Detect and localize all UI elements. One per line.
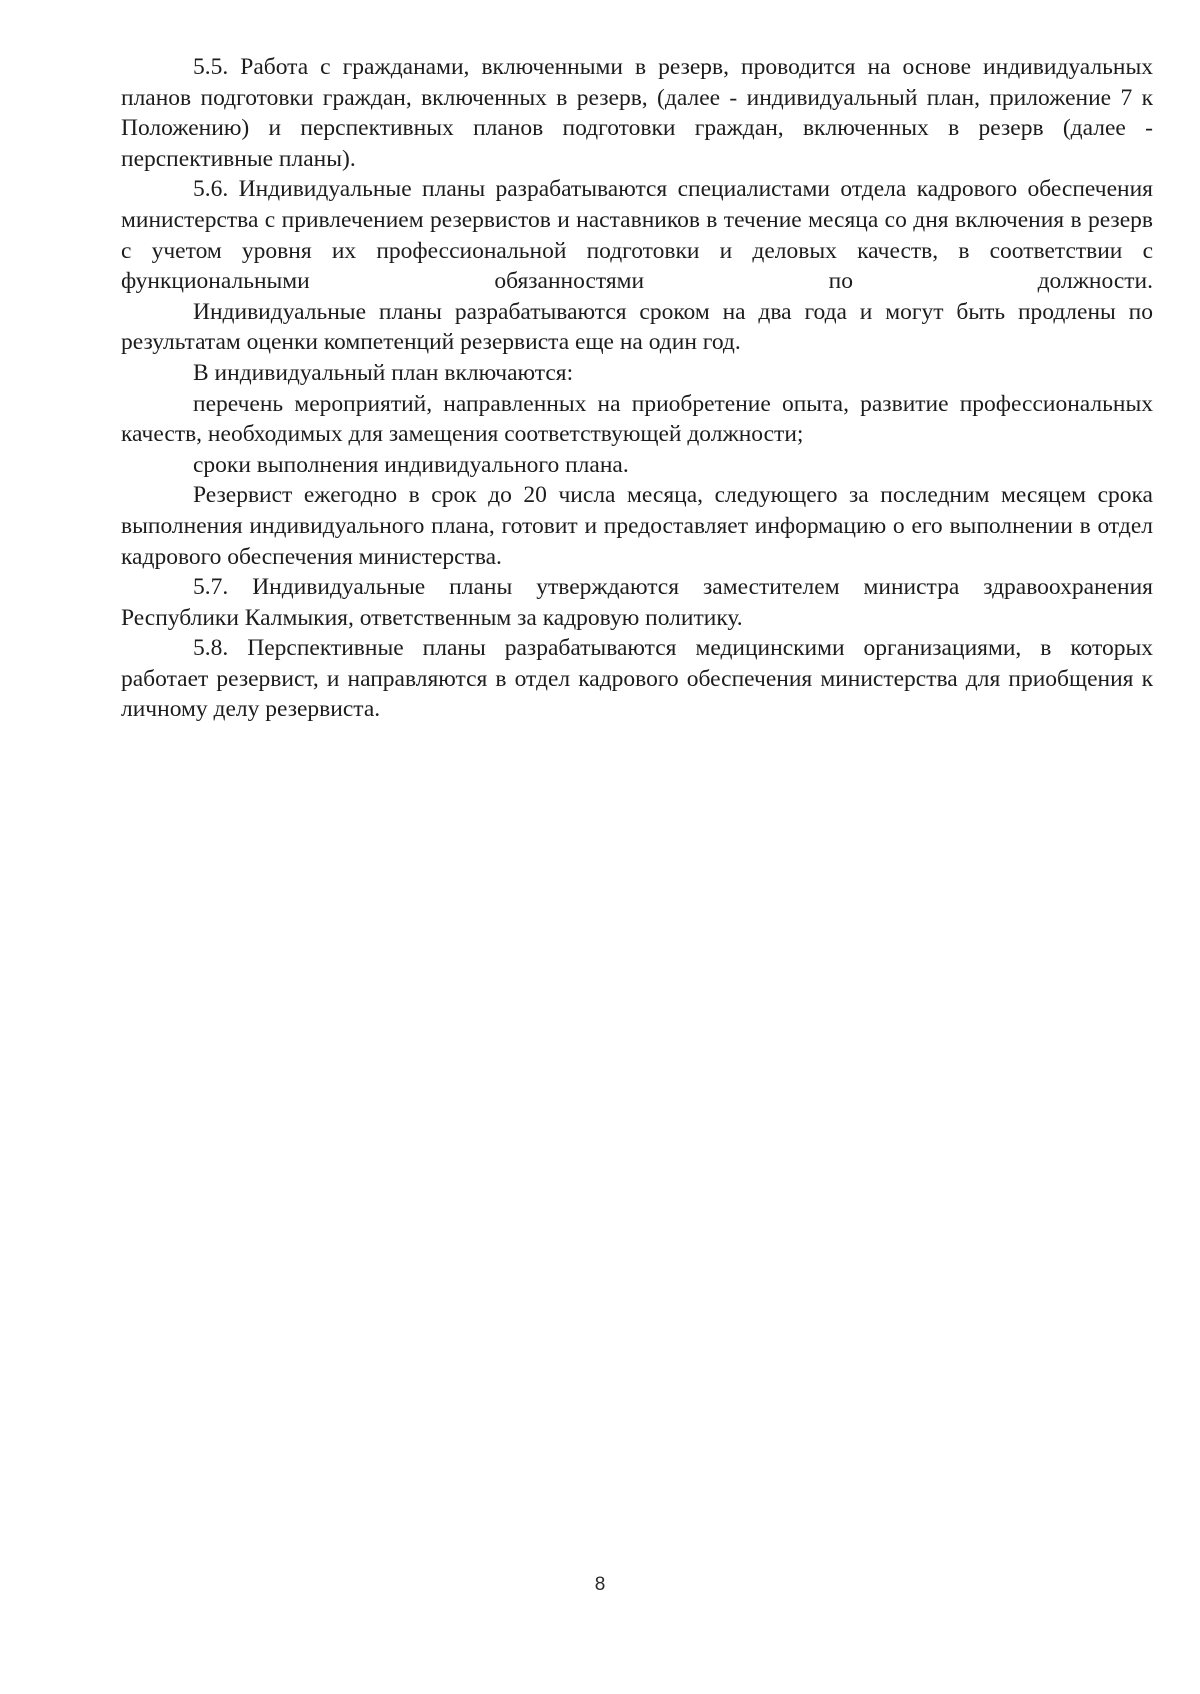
page-number: 8 bbox=[594, 1574, 606, 1595]
document-body bbox=[121, 52, 1153, 725]
paragraph-plan-contents-activities: перечень мероприятий, направленных на приобретение опыта, развитие профессиональных качеств, необходимых для замещения соответствующей должности; bbox=[121, 390, 1153, 448]
paragraph-plan-term: Индивидуальные планы разрабатываются сроком на два года и могут быть продлены по результатам оценки компетенций резервиста еще на один год. bbox=[121, 298, 1153, 356]
paragraph-5-7: 5.7. Индивидуальные планы утверждаются заместителем министра здравоохранения Республики Калмыкия, ответственным за кадровую политику. bbox=[121, 574, 1153, 631]
paragraph-5-5: 5.5. Работа с гражданами, включенными в резерв, проводится на основе индивидуальных планов подготовки граждан, включенных в резерв, (далее - индивидуальный план, приложение 7 к Положению) и перспективных планов подготовки граждан, включенных в резерв (далее - перспективные планы). bbox=[121, 54, 1153, 172]
paragraph-5-6: 5.6. Индивидуальные планы разрабатываются специалистами отдела кадрового обеспечения министерства с привлечением резервистов и наставников в течение месяца со дня включения в резерв с учетом уровня их профессиональной подготовки и деловых качеств, в соответствии с функциональными обязанностями по должности. bbox=[121, 176, 1153, 295]
paragraph-5-8: 5.8. Перспективные планы разрабатываются медицинскими организациями, в которых работает резервист, и направляются в отдел кадрового обеспечения министерства для приобщения к личному делу резервиста. bbox=[121, 635, 1153, 723]
paragraph-plan-contents-intro: В индивидуальный план включаются: bbox=[193, 359, 574, 386]
paragraph-plan-contents-deadlines: сроки выполнения индивидуального плана. bbox=[193, 451, 629, 478]
paragraph-reservist-report: Резервист ежегодно в срок до 20 числа месяца, следующего за последним месяцем срока выполнения индивидуального плана, готовит и предоставляет информацию о его выполнении в отдел кадрового обеспечения министерства. bbox=[121, 482, 1153, 570]
